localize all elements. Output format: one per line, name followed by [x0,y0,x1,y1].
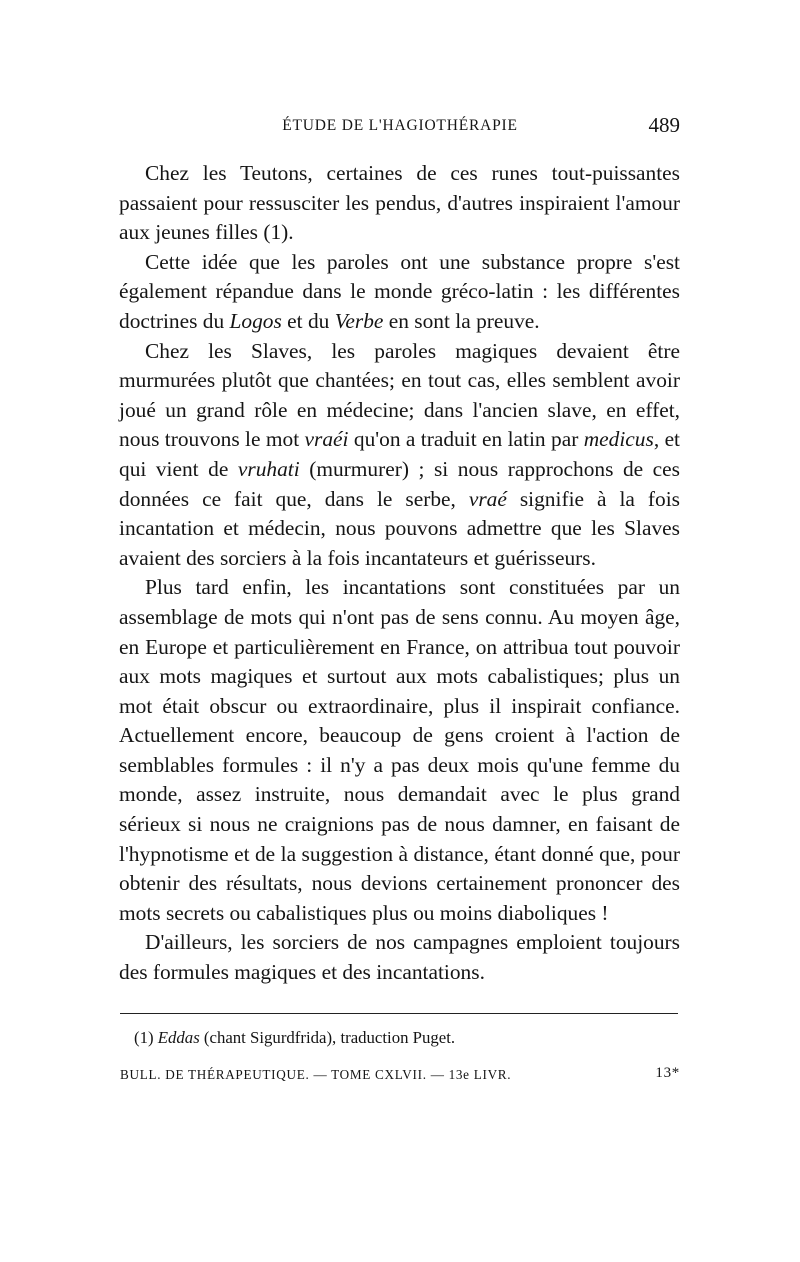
italic-medicus: medicus [583,427,654,452]
paragraph-slaves: Chez les Slaves, les paroles magiques devaient être murmurées plutôt que chantées; en tout cas, elles semblent avoir joué un grand rôle en médecine; dans l'ancien slave, en effet, nous trouvons le mot vraéi qu'on a traduit en latin par medicus, et qui vient de vruhati (murmurer) ; si nous rapprochons de ces données ce fait que, dans le serbe, vraé signifie à la fois incantation et médecin, nous pouvons admettre que les Slaves avaient des sorciers à la fois incantateurs et guérisseurs. [119,338,681,570]
paragraph-greco-latin: Cette idée que les paroles ont une substance propre s'est également répandue dans le monde gréco-latin : les différentes doctrines du Logos et du Verbe en sont la preuve. [119,249,680,333]
footnote-marker: (1) [134,1028,158,1047]
footnote [134,1027,680,1049]
page-number: 489 [648,113,680,137]
footer-signature: BULL. DE THÉRAPEUTIQUE. — TOME CXLVII. — 13e LIVR. [120,1067,512,1082]
page-footer [120,1065,680,1087]
footnote-text: (chant Sigurdfrida), traduction Puget. [199,1028,456,1047]
footer-sheet-mark: 13* [655,1065,680,1081]
italic-logos: Logos [229,308,282,333]
paragraph-sorciers: D'ailleurs, les sorciers de nos campagnes emploient toujours des formules magiques et des incantations. [119,930,680,985]
body-text [119,159,680,988]
italic-vruhati: vruhati [237,456,300,481]
footnote-divider [120,1013,678,1014]
italic-vrae: vraé [468,486,507,511]
paragraph-teutons: Chez les Teutons, certaines de ces runes tout-puissantes passaient pour ressusciter les pendus, d'autres inspiraient l'amour aux jeunes filles (1). [119,161,680,245]
running-head [120,113,680,143]
italic-verbe: Verbe [334,308,384,333]
running-title: ÉTUDE DE L'HAGIOTHÉRAPIE [282,117,518,134]
italic-vraei: vraéi [304,427,349,452]
paragraph-middle-ages: Plus tard enfin, les incantations sont constituées par un assemblage de mots qui n'ont pas de sens connu. Au moyen âge, en Europe et particulièrement en France, on attribua tout pouvoir aux mots magiques et surtout aux mots cabalistiques; plus un mot était obscur ou extraordinaire, plus il inspirait confiance. Actuellement encore, beaucoup de gens croient à l'action de semblables formules : il n'y a pas deux mois qu'une femme du monde, assez instruite, nous demandait avec le plus grand sérieux si nous ne craignions pas de nous damner, en faisant de l'hypnotisme et de la suggestion à distance, étant donné que, pour obtenir des résultats, nous devions certainement prononcer des mots secrets ou cabalistiques plus ou moins diaboliques ! [119,575,680,925]
footnote-source-title: Eddas [157,1028,200,1047]
